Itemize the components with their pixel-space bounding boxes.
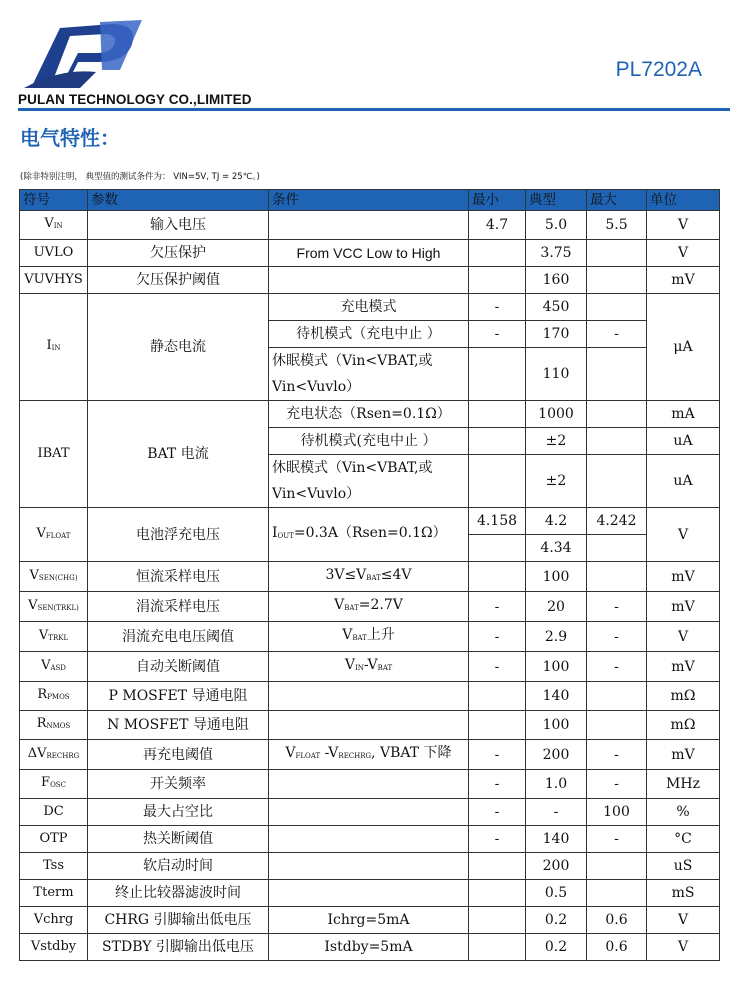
condition: $V_{BAT}=2.7V$ <box>269 592 469 622</box>
symbol: Vstdby <box>20 934 88 961</box>
typ-value: 0.2 <box>526 934 587 961</box>
typ-value: 4.2 <box>526 508 587 535</box>
unit: V <box>647 907 720 934</box>
min-value: - <box>469 652 526 682</box>
table-row <box>20 934 720 961</box>
unit: uA <box>647 428 720 455</box>
typ-value: - <box>526 799 587 826</box>
table-row <box>20 240 720 267</box>
table-row <box>20 907 720 934</box>
header-condition: 条件 <box>269 190 469 211</box>
max-value: - <box>587 652 647 682</box>
condition: From VCC Low to High <box>269 240 469 267</box>
max-value: - <box>587 622 647 652</box>
table-row <box>20 211 720 240</box>
symbol: VUVHYS <box>20 267 88 294</box>
max-value <box>587 853 647 880</box>
min-value <box>469 240 526 267</box>
parameter: STDBY 引脚输出低电压 <box>88 934 269 961</box>
condition <box>269 880 469 907</box>
max-value <box>587 711 647 740</box>
min-value: - <box>469 770 526 799</box>
parameter: 电池浮充电压 <box>88 508 269 562</box>
condition: Istdby=5mA <box>269 934 469 961</box>
unit: mS <box>647 880 720 907</box>
max-value <box>587 682 647 711</box>
typ-value: 20 <box>526 592 587 622</box>
condition: $I_{OUT}=0.3A(Rsen=0.1\Omega)$ <box>269 508 469 562</box>
min-value: - <box>469 622 526 652</box>
parameter: 恒流采样电压 <box>88 562 269 592</box>
symbol: Vchrg <box>20 907 88 934</box>
max-value <box>587 267 647 294</box>
condition <box>269 267 469 294</box>
unit: mA <box>647 401 720 428</box>
symbol: OTP <box>20 826 88 853</box>
max-value <box>587 401 647 428</box>
header-divider <box>18 108 730 111</box>
test-conditions-note: (除非特别注明， 典型值的测试条件为： VIN=5V, TJ = 25℃。) <box>20 172 260 182</box>
unit: mΩ <box>647 682 720 711</box>
typ-value: 4.34 <box>526 535 587 562</box>
header-max: 最大 <box>587 190 647 211</box>
parameter: CHRG 引脚输出低电压 <box>88 907 269 934</box>
max-value <box>587 562 647 592</box>
typ-value: 1000 <box>526 401 587 428</box>
condition: 充电状态（Rsen=0.1Ω） <box>269 401 469 428</box>
min-value: - <box>469 321 526 348</box>
parameter: 软启动时间 <box>88 853 269 880</box>
table-row <box>20 826 720 853</box>
table-row <box>20 267 720 294</box>
company-logo <box>20 18 145 93</box>
header-symbol: 符号 <box>20 190 88 211</box>
min-value <box>469 880 526 907</box>
symbol: $R_{PMOS}$ <box>20 682 88 711</box>
typ-value: 100 <box>526 652 587 682</box>
condition: $V_{IN}-V_{BAT}$ <box>269 652 469 682</box>
unit: V <box>647 240 720 267</box>
parameter: 涓流采样电压 <box>88 592 269 622</box>
condition <box>269 211 469 240</box>
unit: % <box>647 799 720 826</box>
min-value <box>469 267 526 294</box>
table-row <box>20 652 720 682</box>
typ-value: 140 <box>526 826 587 853</box>
parameter: P MOSFET 导通电阻 <box>88 682 269 711</box>
min-value <box>469 455 526 508</box>
min-value <box>469 907 526 934</box>
max-value: - <box>587 740 647 770</box>
table-row <box>20 853 720 880</box>
unit: V <box>647 211 720 240</box>
min-value <box>469 562 526 592</box>
parameter: 开关频率 <box>88 770 269 799</box>
company-name: PULAN TECHNOLOGY CO.,LIMITED <box>18 92 252 107</box>
unit: V <box>647 934 720 961</box>
typ-value: 160 <box>526 267 587 294</box>
symbol: DC <box>20 799 88 826</box>
header-unit: 单位 <box>647 190 720 211</box>
symbol: $F_{OSC}$ <box>20 770 88 799</box>
typ-value: 170 <box>526 321 587 348</box>
header-parameter: 参数 <box>88 190 269 211</box>
unit: mV <box>647 592 720 622</box>
condition <box>269 711 469 740</box>
symbol: $V_{SEN(CHG)}$ <box>20 562 88 592</box>
unit: MHz <box>647 770 720 799</box>
max-value: 100 <box>587 799 647 826</box>
typ-value: 100 <box>526 562 587 592</box>
symbol: IBAT <box>20 401 88 508</box>
condition: 休眠模式（Vin<VBAT,或Vin<Vuvlo） <box>269 455 469 508</box>
part-number: PL7202A <box>615 58 702 81</box>
parameter: 输入电压 <box>88 211 269 240</box>
max-value <box>587 348 647 401</box>
typ-value: 200 <box>526 853 587 880</box>
section-title: 电气特性： <box>20 126 120 150</box>
typ-value: 1.0 <box>526 770 587 799</box>
table-row <box>20 592 720 622</box>
condition: Ichrg=5mA <box>269 907 469 934</box>
typ-value: 2.9 <box>526 622 587 652</box>
typ-value: 5.0 <box>526 211 587 240</box>
max-value: 0.6 <box>587 934 647 961</box>
min-value: - <box>469 294 526 321</box>
parameter: 涓流充电电压阈值 <box>88 622 269 652</box>
max-value: 4.242 <box>587 508 647 535</box>
condition: $V_{FLOAT}$ $-V_{RECHRG}$, VBAT 下降 <box>269 740 469 770</box>
condition: $V_{BAT}$上升 <box>269 622 469 652</box>
table-header-row <box>20 190 720 211</box>
table-row <box>20 682 720 711</box>
max-value: - <box>587 592 647 622</box>
min-value <box>469 853 526 880</box>
min-value: - <box>469 740 526 770</box>
table-row <box>20 799 720 826</box>
min-value <box>469 401 526 428</box>
parameter: BAT 电流 <box>88 401 269 508</box>
condition: 待机模式（充电中止 ） <box>269 321 469 348</box>
condition <box>269 853 469 880</box>
table-row <box>20 508 720 535</box>
unit: mΩ <box>647 711 720 740</box>
parameter: 再充电阈值 <box>88 740 269 770</box>
parameter: N MOSFET 导通电阻 <box>88 711 269 740</box>
parameter: 热关断阈值 <box>88 826 269 853</box>
symbol: $V_{TRKL}$ <box>20 622 88 652</box>
min-value <box>469 348 526 401</box>
electrical-characteristics-table <box>19 189 720 961</box>
condition <box>269 770 469 799</box>
symbol: Tss <box>20 853 88 880</box>
max-value <box>587 880 647 907</box>
table-row <box>20 401 720 428</box>
symbol: $V_{ASD}$ <box>20 652 88 682</box>
min-value <box>469 428 526 455</box>
min-value: 4.7 <box>469 211 526 240</box>
unit: mV <box>647 740 720 770</box>
symbol: $\Delta V_{RECHRG}$ <box>20 740 88 770</box>
max-value <box>587 428 647 455</box>
parameter: 自动关断阈值 <box>88 652 269 682</box>
min-value <box>469 711 526 740</box>
symbol: Tterm <box>20 880 88 907</box>
max-value <box>587 240 647 267</box>
unit: V <box>647 508 720 562</box>
unit: mV <box>647 562 720 592</box>
condition: 待机模式(充电中止 ） <box>269 428 469 455</box>
parameter: 终止比较器滤波时间 <box>88 880 269 907</box>
symbol: $V_{FLOAT}$ <box>20 508 88 562</box>
min-value: - <box>469 592 526 622</box>
max-value <box>587 294 647 321</box>
symbol: $R_{NMOS}$ <box>20 711 88 740</box>
typ-value: 100 <box>526 711 587 740</box>
typ-value: ±2 <box>526 455 587 508</box>
unit: μA <box>647 294 720 401</box>
unit: mV <box>647 652 720 682</box>
symbol: UVLO <box>20 240 88 267</box>
unit: mV <box>647 267 720 294</box>
table-row <box>20 711 720 740</box>
typ-value: 110 <box>526 348 587 401</box>
typ-value: 140 <box>526 682 587 711</box>
parameter: 最大占空比 <box>88 799 269 826</box>
typ-value: ±2 <box>526 428 587 455</box>
min-value <box>469 535 526 562</box>
unit: uA <box>647 455 720 508</box>
condition: 充电模式 <box>269 294 469 321</box>
unit: uS <box>647 853 720 880</box>
max-value: - <box>587 826 647 853</box>
condition: 休眠模式（Vin<VBAT,或Vin<Vuvlo） <box>269 348 469 401</box>
unit: V <box>647 622 720 652</box>
typ-value: 0.2 <box>526 907 587 934</box>
condition <box>269 799 469 826</box>
unit: °C <box>647 826 720 853</box>
min-value <box>469 682 526 711</box>
condition: $3V\le V_{BAT}\le 4V$ <box>269 562 469 592</box>
header-min: 最小 <box>469 190 526 211</box>
parameter: 欠压保护 <box>88 240 269 267</box>
max-value: 0.6 <box>587 907 647 934</box>
min-value: 4.158 <box>469 508 526 535</box>
table-row <box>20 770 720 799</box>
symbol: $V_{IN}$ <box>20 211 88 240</box>
symbol: $V_{SEN(TRKL)}$ <box>20 592 88 622</box>
table-row <box>20 880 720 907</box>
typ-value: 200 <box>526 740 587 770</box>
min-value: - <box>469 826 526 853</box>
min-value <box>469 934 526 961</box>
typ-value: 0.5 <box>526 880 587 907</box>
max-value <box>587 455 647 508</box>
condition <box>269 826 469 853</box>
table-row <box>20 622 720 652</box>
table-row <box>20 562 720 592</box>
typ-value: 3.75 <box>526 240 587 267</box>
table-row <box>20 294 720 321</box>
header-typ: 典型 <box>526 190 587 211</box>
min-value: - <box>469 799 526 826</box>
condition <box>269 682 469 711</box>
max-value: 5.5 <box>587 211 647 240</box>
max-value: - <box>587 321 647 348</box>
parameter: 欠压保护阈值 <box>88 267 269 294</box>
symbol: $I_{IN}$ <box>20 294 88 401</box>
max-value <box>587 535 647 562</box>
parameter: 静态电流 <box>88 294 269 401</box>
table-row <box>20 740 720 770</box>
typ-value: 450 <box>526 294 587 321</box>
max-value: - <box>587 770 647 799</box>
